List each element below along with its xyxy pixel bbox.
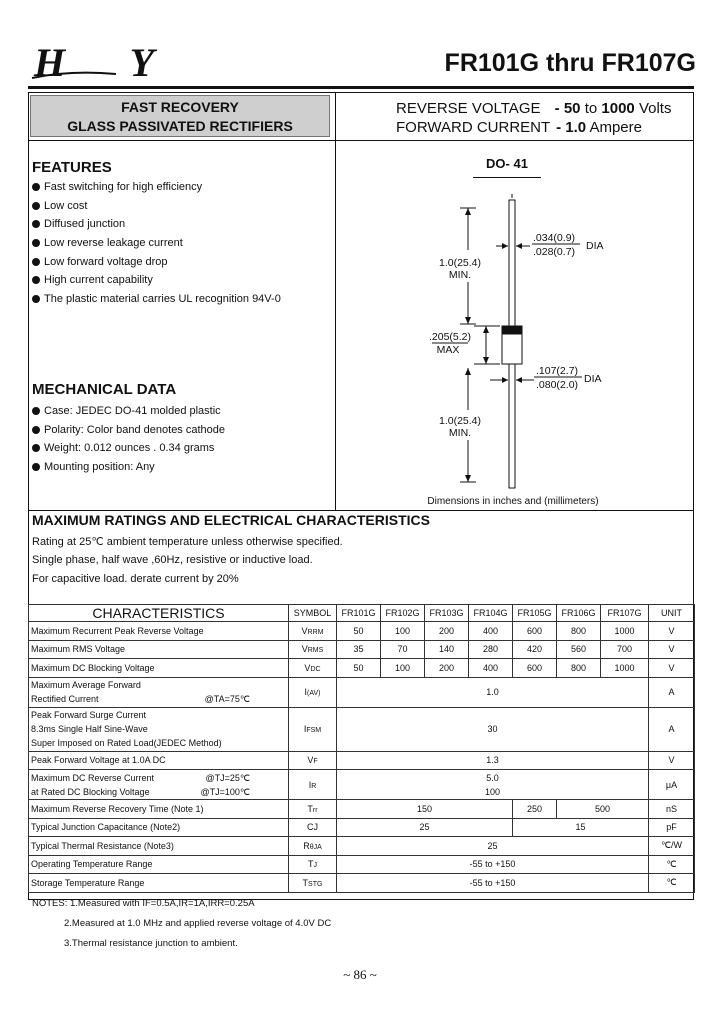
unit-cell: V	[649, 751, 695, 770]
note-line: 2.Measured at 1.0 MHz and applied reverse voltage of 4.0V DC	[64, 918, 332, 929]
do41-outline-drawing	[420, 190, 680, 500]
value-cell: 500	[557, 800, 649, 819]
param-line: Maximum Average Forward	[31, 680, 141, 690]
mech-text: Weight: 0.012 ounces . 0.34 grams	[44, 442, 215, 455]
unit-cell: V	[649, 622, 695, 641]
symbol-sub: (AV)	[307, 690, 321, 697]
symbol: I	[304, 687, 308, 697]
list-item	[32, 402, 225, 421]
param-label: Maximum RMS Voltage	[29, 640, 289, 659]
note-line: NOTES: 1.Measured with IF=0.5A,IR=1A,IRR=0.25A	[32, 898, 255, 909]
bullet-icon	[32, 276, 40, 284]
unit-cell: A	[649, 707, 695, 751]
symbol-sub: θJA	[309, 843, 322, 851]
symbol-sub: DC	[310, 665, 321, 673]
table-row	[29, 677, 695, 707]
symbol: V	[307, 755, 314, 766]
feature-text: Low forward voltage drop	[44, 255, 168, 268]
table-row	[29, 640, 695, 659]
symbol-cell	[289, 659, 337, 678]
param-line: Peak Forward Surge Current	[31, 710, 147, 720]
rating-summary	[396, 99, 686, 137]
value-cell: 1000	[601, 622, 649, 641]
value-cell: 100	[381, 622, 425, 641]
rv-to: to	[584, 100, 598, 117]
table-row	[29, 818, 695, 837]
unit-cell: A	[649, 677, 695, 707]
value-line: 100	[484, 786, 501, 797]
param-text: at Rated DC Blocking Voltage	[31, 786, 150, 797]
rating-condition-line: Single phase, half wave ,60Hz, resistive or inductive load.	[32, 554, 313, 566]
symbol-cell: CJ	[289, 818, 337, 837]
bullet-icon	[32, 202, 40, 210]
symbol-cell	[289, 855, 337, 874]
characteristics-table	[28, 604, 695, 893]
param-line	[31, 785, 286, 799]
list-item	[32, 458, 225, 477]
value-cell: 140	[425, 640, 469, 659]
dimensions-note: Dimensions in inches and (millimeters)	[427, 496, 599, 507]
symbol-sub: J	[313, 862, 317, 870]
list-item	[32, 178, 281, 197]
table-row	[29, 707, 695, 751]
value-cell: 25	[337, 818, 513, 837]
bullet-icon	[32, 220, 40, 228]
bullet-icon	[32, 407, 40, 415]
param-label	[29, 707, 289, 751]
table-row	[29, 837, 695, 856]
section-divider	[28, 510, 694, 511]
param-label	[29, 770, 289, 800]
package-name: DO- 41	[473, 154, 541, 178]
param-label: Maximum DC Blocking Voltage	[29, 659, 289, 678]
value-cell: 250	[513, 800, 557, 819]
symbol-sub: F	[313, 758, 318, 766]
symbol-sub: R	[311, 782, 317, 790]
dim-min-bot: MIN.	[448, 427, 472, 439]
part-range-title: FR101G thru FR107G	[444, 49, 696, 77]
table-row	[29, 622, 695, 641]
dim-lead-len-bot: 1.0(25.4)	[438, 415, 482, 427]
value-cell: 100	[381, 659, 425, 678]
col-header: FR103G	[425, 605, 469, 622]
symbol: I	[303, 724, 307, 734]
symbol: T	[302, 877, 309, 888]
symbol: R	[303, 840, 310, 851]
param-label: Operating Temperature Range	[29, 855, 289, 874]
reverse-voltage-label: REVERSE VOLTAGE	[396, 100, 541, 117]
param-label: Peak Forward Voltage at 1.0A DC	[29, 751, 289, 770]
col-header: CHARACTERISTICS	[29, 605, 289, 622]
value-cell: 600	[513, 622, 557, 641]
unit-cell: nS	[649, 800, 695, 819]
list-item	[32, 439, 225, 458]
param-label: Maximum Recurrent Peak Reverse Voltage	[29, 622, 289, 641]
value-cell: 50	[337, 659, 381, 678]
note-line: 3.Thermal resistance junction to ambient.	[64, 938, 238, 949]
mech-text: Case: JEDEC DO-41 molded plastic	[44, 405, 221, 418]
section-divider	[28, 140, 694, 141]
fc-value: 1.0	[565, 119, 587, 136]
value-cell: 30	[337, 707, 649, 751]
unit-cell: pF	[649, 818, 695, 837]
bullet-icon	[32, 463, 40, 471]
table-row	[29, 751, 695, 770]
list-item	[32, 252, 281, 271]
value-cell: 420	[513, 640, 557, 659]
dim-dia-label: DIA	[586, 240, 604, 252]
symbol: V	[301, 625, 308, 636]
symbol-cell	[289, 751, 337, 770]
logo-text: HY	[34, 44, 154, 82]
param-label: Maximum Reverse Recovery Time (Note 1)	[29, 800, 289, 819]
value-cell: 70	[381, 640, 425, 659]
value-cell: 400	[469, 622, 513, 641]
table-row	[29, 800, 695, 819]
symbol-sub: FSM	[306, 727, 322, 734]
feature-text: High current capability	[44, 274, 153, 287]
table-row	[29, 659, 695, 678]
value-cell: 150	[337, 800, 513, 819]
value-cell: 25	[337, 837, 649, 856]
value-cell: 15	[513, 818, 649, 837]
forward-current-row	[396, 118, 686, 137]
unit-cell: μA	[649, 770, 695, 800]
dim-lead-len-top: 1.0(25.4)	[438, 257, 482, 269]
param-line: 8.3ms Single Half Sine-Wave	[31, 724, 148, 734]
features-title: FEATURES	[32, 159, 112, 176]
col-header: FR102G	[381, 605, 425, 622]
value-cell: 1.0	[337, 677, 649, 707]
product-type-box	[30, 95, 330, 137]
dim-dia-label: DIA	[584, 373, 602, 385]
feature-text: Diffused junction	[44, 218, 126, 231]
table-row	[29, 855, 695, 874]
value-cell: 600	[513, 659, 557, 678]
dim-body-len: .205(5.2)	[428, 331, 472, 343]
feature-text: Fast switching for high efficiency	[44, 181, 203, 194]
mechanical-title: MECHANICAL DATA	[32, 381, 177, 398]
fc-unit: Ampere	[589, 119, 642, 136]
condition-text: @TJ=100℃	[200, 786, 250, 797]
rating-condition-line: For capacitive load. derate current by 20%	[32, 573, 239, 585]
col-header: FR105G	[513, 605, 557, 622]
symbol: T	[307, 803, 313, 814]
value-cell: 1.3	[337, 751, 649, 770]
condition-text: @TA=75℃	[204, 694, 250, 704]
unit-cell: ℃/W	[649, 837, 695, 856]
table-header-row	[29, 605, 695, 622]
symbol-cell	[289, 874, 337, 893]
col-header: FR101G	[337, 605, 381, 622]
hy-logo	[30, 44, 160, 82]
unit-cell: V	[649, 640, 695, 659]
table-row	[29, 874, 695, 893]
symbol: V	[304, 662, 311, 673]
dim-body-dia-max: .107(2.7)	[536, 365, 579, 377]
lead-top	[509, 200, 515, 326]
mech-text: Mounting position: Any	[44, 461, 155, 474]
value-cell: 560	[557, 640, 601, 659]
param-line	[31, 692, 286, 706]
dim-lead-dia-min: .028(0.7)	[533, 246, 576, 258]
forward-current-label: FORWARD CURRENT	[396, 119, 550, 136]
symbol-cell	[289, 837, 337, 856]
symbol-cell	[289, 770, 337, 800]
value-cell: 200	[425, 659, 469, 678]
value-cell: -55 to +150	[337, 874, 649, 893]
bullet-icon	[32, 258, 40, 266]
col-header: UNIT	[649, 605, 695, 622]
value-cell	[337, 770, 649, 800]
symbol-sub: STG	[308, 880, 323, 888]
max-ratings-title: MAXIMUM RATINGS AND ELECTRICAL CHARACTERISTICS	[32, 512, 430, 528]
value-cell: 700	[601, 640, 649, 659]
value-cell: 200	[425, 622, 469, 641]
col-header: SYMBOL	[289, 605, 337, 622]
symbol-cell	[289, 640, 337, 659]
symbol-cell	[289, 622, 337, 641]
bullet-icon	[32, 183, 40, 191]
value-line: 5.0	[486, 772, 499, 783]
mechanical-list	[32, 402, 225, 476]
value-cell: 50	[337, 622, 381, 641]
param-label: Storage Temperature Range	[29, 874, 289, 893]
param-line	[31, 771, 286, 785]
cathode-band	[502, 326, 522, 334]
symbol-sub: RRM	[307, 628, 324, 636]
list-item	[32, 197, 281, 216]
unit-cell: V	[649, 659, 695, 678]
bullet-icon	[32, 239, 40, 247]
param-line: Super Imposed on Rated Load(JEDEC Method)	[31, 738, 222, 748]
param-text: Rectified Current	[31, 694, 99, 704]
page-number: ~ 86 ~	[343, 967, 377, 982]
unit-cell: ℃	[649, 855, 695, 874]
symbol: T	[308, 859, 314, 870]
feature-text: The plastic material carries UL recognition 94V-0	[44, 292, 281, 305]
rv-max: 1000	[601, 100, 635, 117]
symbol: I	[308, 779, 312, 790]
value-cell: 280	[469, 640, 513, 659]
bullet-icon	[32, 444, 40, 452]
dash: -	[554, 100, 560, 117]
table-row	[29, 770, 695, 800]
value-cell: 400	[469, 659, 513, 678]
list-item	[32, 234, 281, 253]
list-item	[32, 421, 225, 440]
symbol: V	[301, 644, 308, 655]
features-list	[32, 178, 281, 308]
reverse-voltage-row	[396, 99, 686, 118]
notes-block	[32, 894, 331, 954]
rating-condition-line: Rating at 25℃ ambient temperature unless otherwise specified.	[32, 536, 343, 548]
dim-body-dia-min: .080(2.0)	[536, 379, 579, 391]
bullet-icon	[32, 426, 40, 434]
symbol-sub: rr	[312, 806, 318, 814]
dim-body-max: MAX	[436, 344, 460, 356]
list-item	[32, 271, 281, 290]
dash: -	[556, 119, 562, 136]
param-text: Maximum DC Reverse Current	[31, 772, 155, 783]
unit-cell: ℃	[649, 874, 695, 893]
param-label: Typical Junction Capacitance (Note2)	[29, 818, 289, 837]
value-cell: 800	[557, 622, 601, 641]
lead-bottom	[509, 364, 515, 488]
col-header: FR106G	[557, 605, 601, 622]
header-rule	[28, 86, 694, 89]
value-cell: 800	[557, 659, 601, 678]
rv-unit: Volts	[638, 100, 672, 117]
bullet-icon	[32, 295, 40, 303]
value-cell: -55 to +150	[337, 855, 649, 874]
symbol-cell	[289, 800, 337, 819]
col-header: FR107G	[601, 605, 649, 622]
symbol-cell	[289, 677, 337, 707]
symbol-sub: RMS	[307, 647, 324, 655]
param-label	[29, 677, 289, 707]
mech-text: Polarity: Color band denotes cathode	[44, 423, 226, 436]
feature-text: Low reverse leakage current	[44, 237, 183, 250]
value-cell: 1000	[601, 659, 649, 678]
list-item	[32, 290, 281, 309]
value-cell: 35	[337, 640, 381, 659]
product-line-2: GLASS PASSIVATED RECTIFIERS	[67, 118, 293, 134]
col-header: FR104G	[469, 605, 513, 622]
condition-text: @TJ=25℃	[205, 772, 250, 783]
dim-min-top: MIN.	[448, 269, 472, 281]
symbol-cell	[289, 707, 337, 751]
param-label: Typical Thermal Resistance (Note3)	[29, 837, 289, 856]
dim-lead-dia-max: .034(0.9)	[533, 232, 576, 244]
product-line-1: FAST RECOVERY	[121, 99, 239, 115]
list-item	[32, 215, 281, 234]
feature-text: Low cost	[44, 199, 88, 212]
column-divider	[335, 92, 336, 510]
rv-min: 50	[563, 100, 581, 117]
